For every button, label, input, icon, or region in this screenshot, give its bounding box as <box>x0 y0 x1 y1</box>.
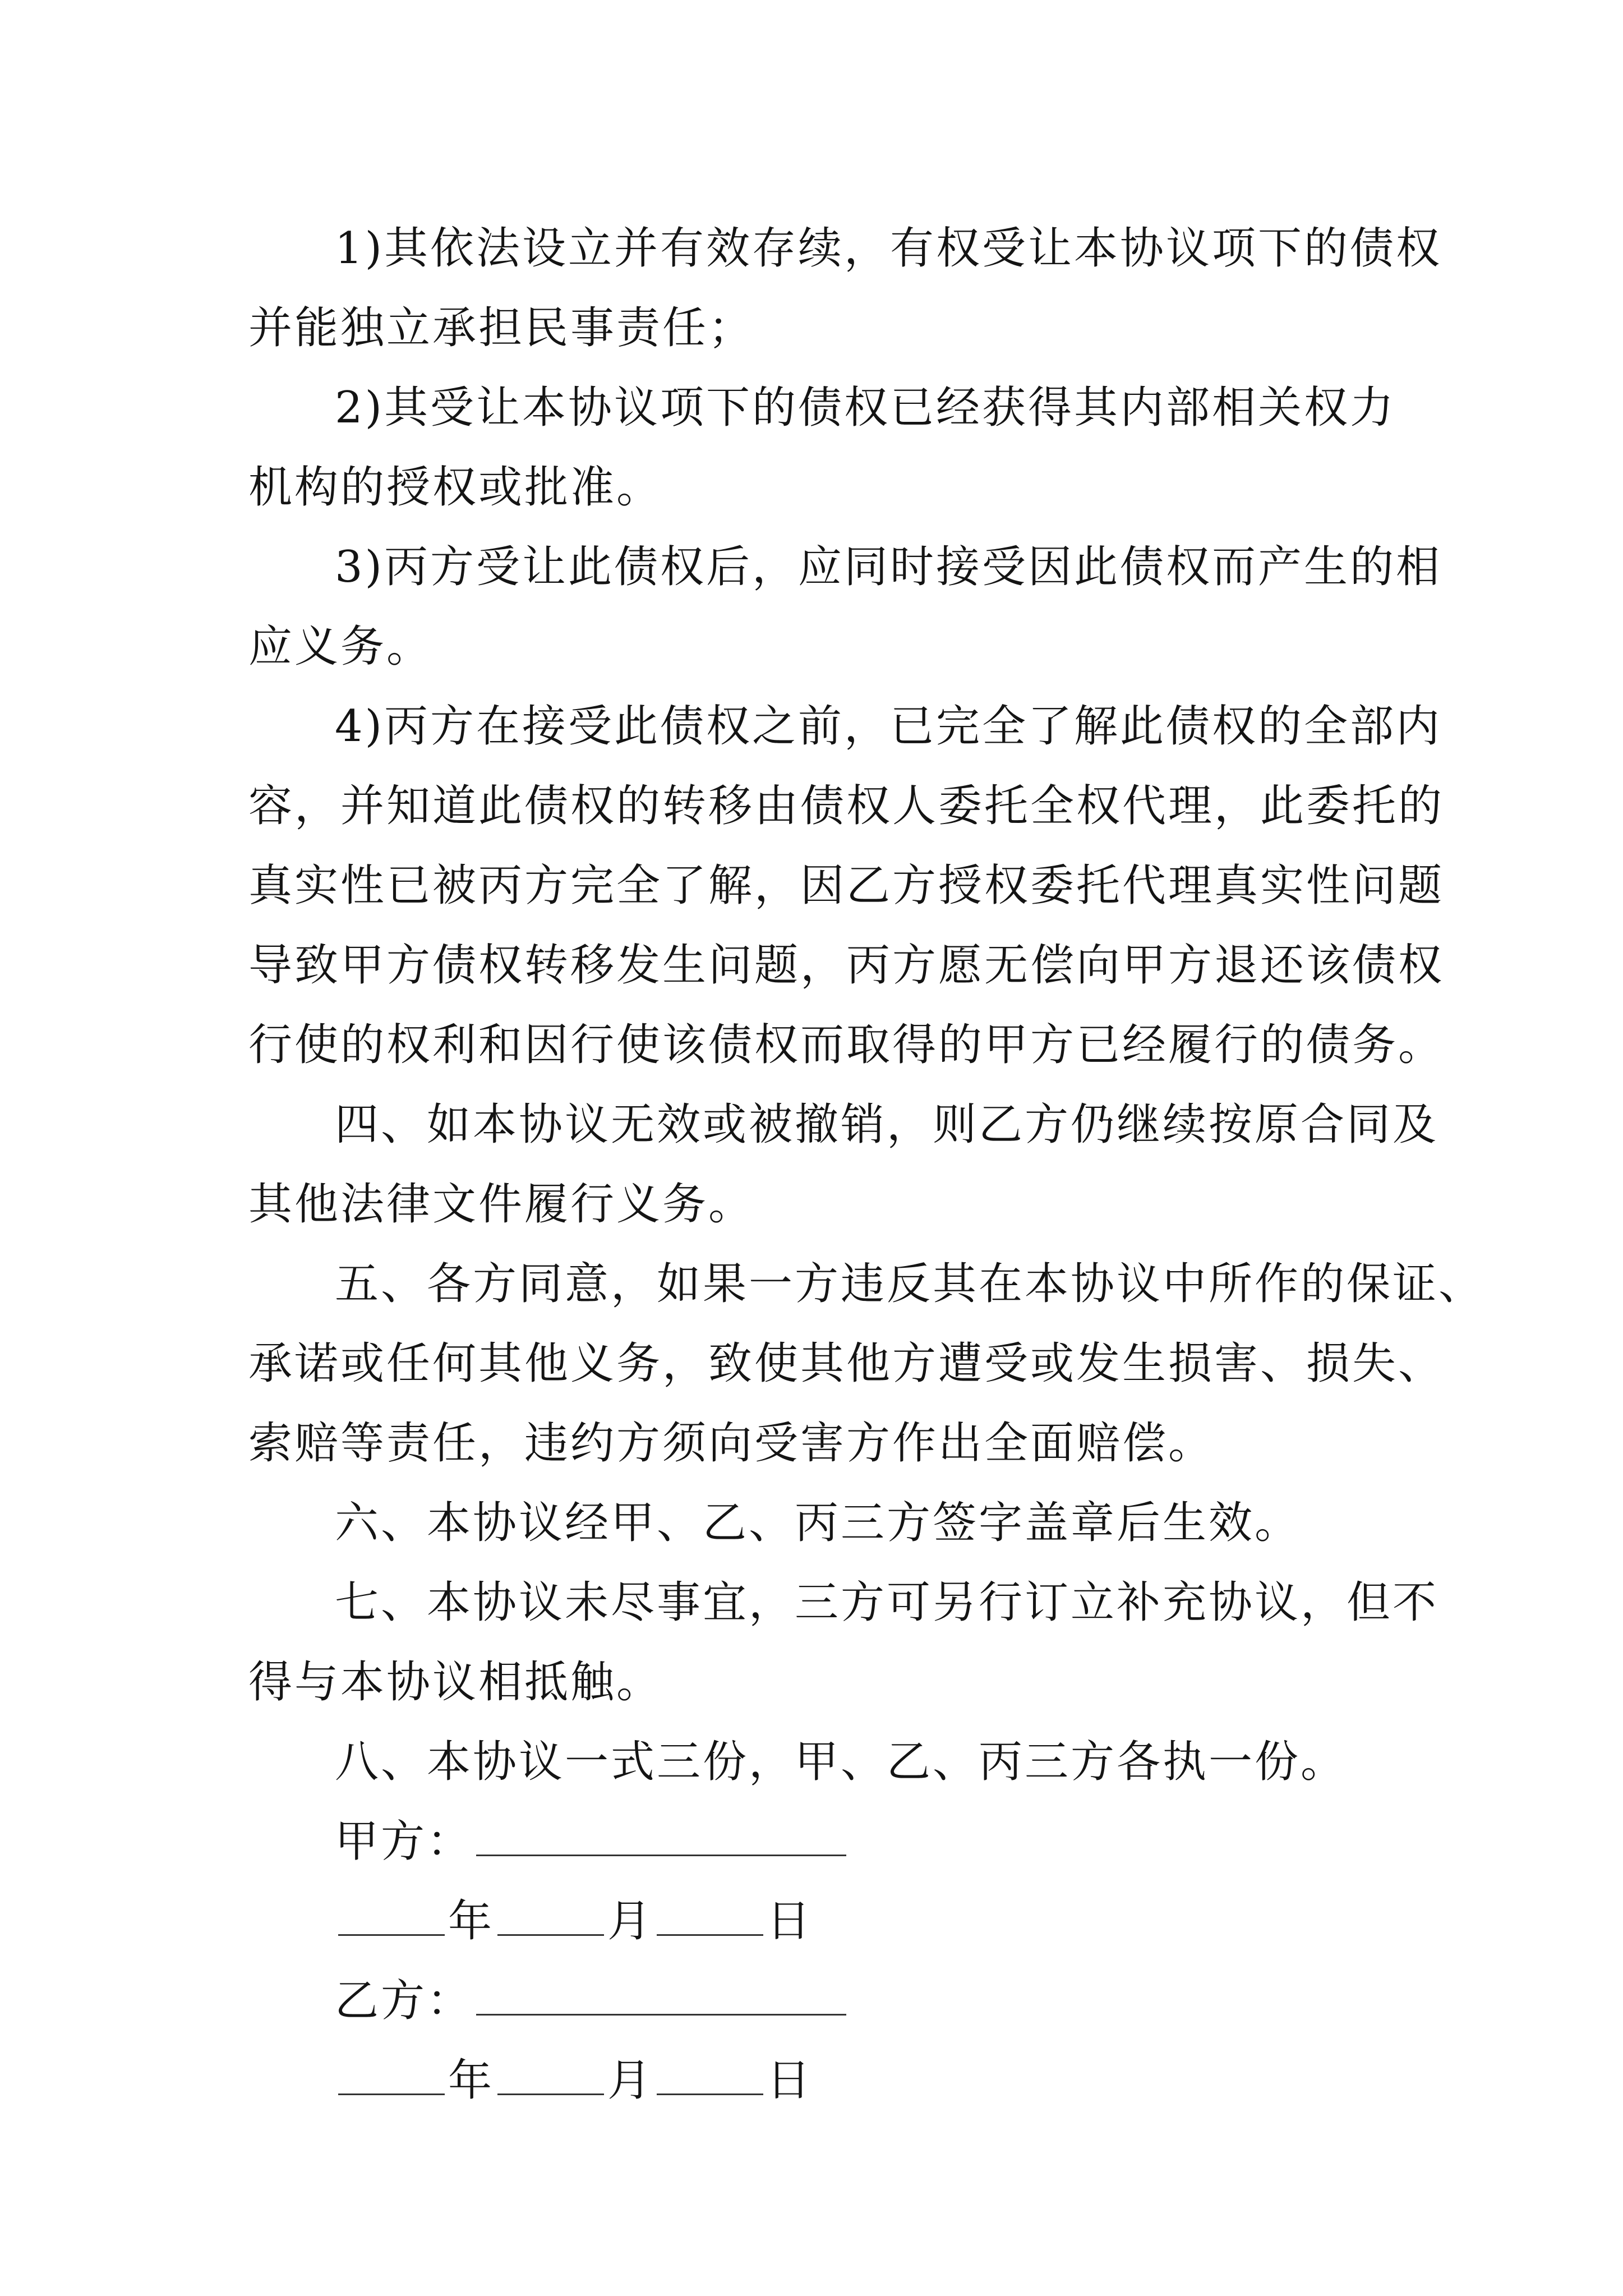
paragraph-line: 索赔等责任，违约方须向受害方作出全面赔偿。 <box>248 1418 1215 1469</box>
paragraph-line: 承诺或任何其他义务，致使其他方遭受或发生损害、损失、 <box>248 1338 1445 1389</box>
day-field[interactable] <box>657 2054 763 2095</box>
paragraph-line: 机构的授权或批准。 <box>248 462 663 513</box>
party-a-label: 甲方： <box>335 1816 473 1867</box>
paragraph-line: 应义务。 <box>248 622 433 672</box>
party-a-date-row <box>248 1881 1387 1961</box>
paragraph-line: 容，并知道此债权的转移由债权人委托全权代理，此委托的 <box>248 781 1445 831</box>
paragraph-line: 七、本协议未尽事宜，三方可另行订立补充协议，但不 <box>335 1577 1439 1628</box>
party-a-signature-field[interactable] <box>476 1815 846 1856</box>
day-label: 日 <box>767 2055 813 2106</box>
party-b-date-row <box>248 2041 1387 2120</box>
month-field[interactable] <box>497 2054 604 2095</box>
day-field[interactable] <box>657 1895 763 1936</box>
paragraph-line: 3)丙方受让此债权后，应同时接受因此债权而产生的相 <box>335 542 1442 592</box>
paragraph-line: 1)其依法设立并有效存续，有权受让本协议项下的债权 <box>335 223 1442 274</box>
party-b-signature-field[interactable] <box>476 1975 846 2016</box>
paragraph-line: 2)其受让本协议项下的债权已经获得其内部相关权力 <box>335 383 1396 433</box>
paragraph-line: 其他法律文件履行义务。 <box>248 1179 755 1230</box>
year-label: 年 <box>448 1896 495 1947</box>
day-label: 日 <box>767 1896 813 1947</box>
month-label: 月 <box>607 2055 654 2106</box>
paragraph-line: 八、本协议一式三份，甲、乙、丙三方各执一份。 <box>335 1737 1347 1787</box>
year-field[interactable] <box>338 2054 445 2095</box>
paragraph-line: 真实性已被丙方完全了解，因乙方授权委托代理真实性问题 <box>248 861 1445 911</box>
year-label: 年 <box>448 2055 495 2106</box>
paragraph-line: 导致甲方债权转移发生问题，丙方愿无偿向甲方退还该债权 <box>248 940 1445 991</box>
paragraph-line: 五、各方同意，如果一方违反其在本协议中所作的保证、 <box>335 1259 1485 1309</box>
paragraph-line: 六、本协议经甲、乙、丙三方签字盖章后生效。 <box>335 1498 1301 1548</box>
document-body <box>248 209 1485 2120</box>
paragraph-line: 并能独立承担民事责任； <box>248 303 755 353</box>
paragraph-line: 得与本协议相抵触。 <box>248 1657 663 1708</box>
party-a-signature-row <box>248 1802 1387 1881</box>
party-b-label: 乙方： <box>335 1976 473 2026</box>
month-label: 月 <box>607 1896 654 1947</box>
paragraph-line: 四、如本协议无效或被撤销，则乙方仍继续按原合同及 <box>335 1099 1439 1150</box>
year-field[interactable] <box>338 1895 445 1936</box>
month-field[interactable] <box>497 1895 604 1936</box>
party-b-signature-row <box>248 1961 1387 2041</box>
paragraph-line: 行使的权利和因行使该债权而取得的甲方已经履行的债务。 <box>248 1020 1445 1070</box>
paragraph-line: 4)丙方在接受此债权之前，已完全了解此债权的全部内 <box>335 701 1442 752</box>
